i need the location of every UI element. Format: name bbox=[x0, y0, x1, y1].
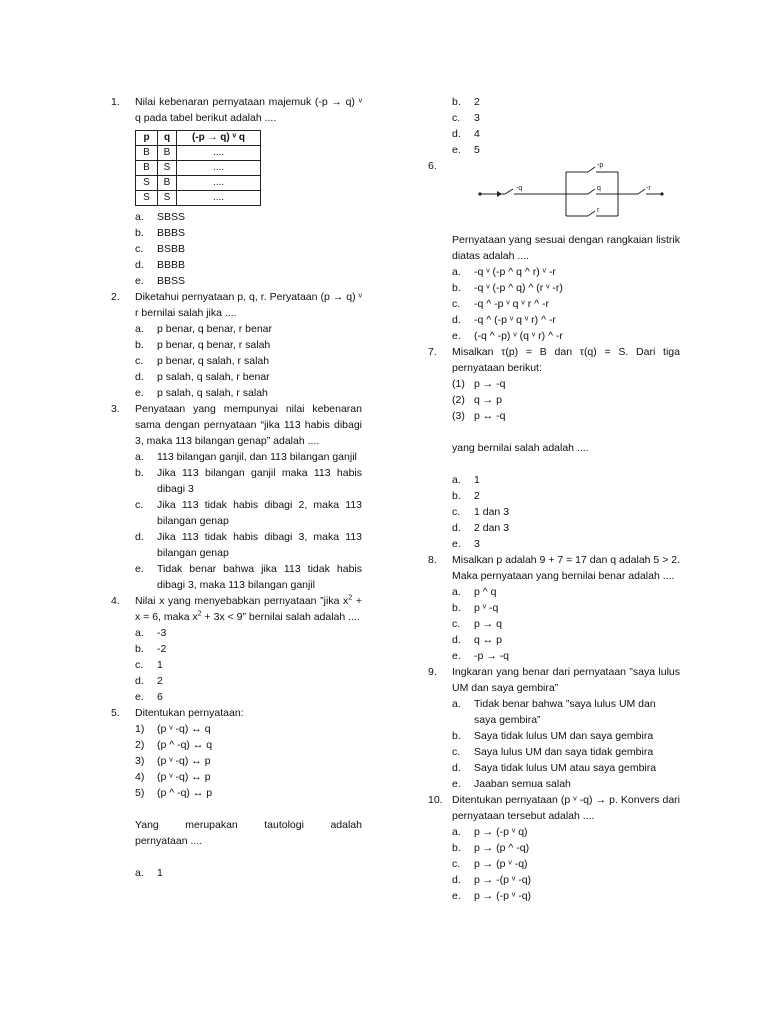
option-text: Tidak benar bahwa jika 113 tidak habis dibagi 3, maka 113 bilangan ganjil bbox=[157, 563, 362, 591]
statement-item bbox=[452, 408, 680, 424]
option-text: p ^ q bbox=[474, 586, 497, 598]
option-text: 1 dan 3 bbox=[474, 506, 510, 518]
option-letter: e. bbox=[452, 538, 461, 550]
question-text bbox=[135, 817, 362, 833]
answer-option bbox=[135, 865, 362, 881]
answer-option bbox=[135, 241, 362, 257]
item-number: 5) bbox=[135, 787, 145, 799]
option-text: (-q ^ -p) ᵛ (q ᵛ r) ^ -r bbox=[474, 330, 563, 342]
answer-option bbox=[135, 529, 362, 561]
question-7 bbox=[428, 344, 680, 552]
statement-item bbox=[135, 753, 362, 769]
answer-option bbox=[452, 296, 680, 312]
option-letter: e. bbox=[135, 387, 144, 399]
item-text: q → p bbox=[474, 394, 503, 406]
statement-item bbox=[135, 769, 362, 785]
circuit-label-mid: q bbox=[597, 185, 601, 192]
option-text: 1 bbox=[157, 867, 163, 879]
question-number: 2. bbox=[111, 291, 120, 303]
question-text: Misalkan τ(p) = B dan τ(q) = S. Dari tiga pernyataan berikut: bbox=[452, 346, 680, 374]
question-text-part: Nilai x yang menyebabkan pernyataan ”jika x bbox=[135, 595, 349, 607]
item-number: (1) bbox=[452, 378, 465, 390]
option-letter: d. bbox=[452, 762, 461, 774]
question-number: 8. bbox=[428, 554, 437, 566]
table-cell: S bbox=[136, 176, 158, 191]
statement-item bbox=[452, 392, 680, 408]
answer-option bbox=[135, 689, 362, 705]
word: Yang bbox=[135, 819, 159, 831]
option-letter: a. bbox=[452, 826, 461, 838]
word: merupakan bbox=[185, 819, 238, 831]
question-text: Misalkan p adalah 9 + 7 = 17 dan q adalah 5 > 2. Maka pernyataan yang bernilai benar adalah .... bbox=[452, 554, 680, 582]
answer-option bbox=[452, 94, 680, 110]
answer-option bbox=[135, 561, 362, 593]
option-letter: a. bbox=[135, 627, 144, 639]
table-cell: B bbox=[158, 146, 177, 161]
table-row bbox=[136, 146, 261, 161]
question-text-part: + x = 6, maka x bbox=[135, 595, 362, 623]
option-letter: c. bbox=[135, 243, 144, 255]
table-header: p bbox=[136, 131, 158, 146]
option-text: Jaaban semua salah bbox=[474, 778, 571, 790]
option-letter: b. bbox=[452, 730, 461, 742]
word: tautologi bbox=[264, 819, 304, 831]
option-text: p → -(p ᵛ -q) bbox=[474, 874, 532, 886]
option-text: 2 bbox=[474, 96, 480, 108]
circuit-label-in: -q bbox=[516, 185, 523, 192]
question-text: Ingkaran yang benar dari pernyataan ”saya lulus UM dan saya gembira” bbox=[452, 666, 680, 694]
option-text: 1 bbox=[474, 474, 480, 486]
answer-option bbox=[452, 312, 680, 328]
item-text: (p ᵛ -q) ↔ q bbox=[157, 723, 211, 735]
option-text: -3 bbox=[157, 627, 167, 639]
question-number: 4. bbox=[111, 595, 120, 607]
answer-option bbox=[135, 257, 362, 273]
option-text: BBBS bbox=[157, 227, 186, 239]
option-text: Jika 113 bilangan ganjil maka 113 habis dibagi 3 bbox=[157, 467, 362, 495]
answer-option bbox=[452, 744, 680, 760]
option-letter: b. bbox=[452, 490, 461, 502]
answer-option bbox=[135, 641, 362, 657]
question-text: pernyataan .... bbox=[135, 835, 203, 847]
option-text: Tidak benar bahwa ”saya lulus UM dan saya gembira” bbox=[474, 698, 656, 726]
answer-option bbox=[452, 616, 680, 632]
answer-option bbox=[135, 385, 362, 401]
statement-item bbox=[135, 737, 362, 753]
option-letter: a. bbox=[135, 451, 144, 463]
option-text: -q ^ (-p ᵛ q ᵛ r) ^ -r bbox=[474, 314, 556, 326]
option-text: BSBB bbox=[157, 243, 186, 255]
answer-option bbox=[452, 536, 680, 552]
option-text: p → (-p ᵛ -q) bbox=[474, 890, 532, 902]
option-letter: b. bbox=[452, 282, 461, 294]
option-text: p → (-p ᵛ q) bbox=[474, 826, 528, 838]
option-letter: b. bbox=[135, 467, 144, 479]
option-letter: d. bbox=[135, 371, 144, 383]
answer-option bbox=[452, 872, 680, 888]
question-1 bbox=[111, 94, 362, 289]
answer-option bbox=[135, 465, 362, 497]
option-text: BBBB bbox=[157, 259, 186, 271]
answer-option bbox=[135, 625, 362, 641]
answer-option bbox=[135, 321, 362, 337]
option-text: -q ᵛ (-p ^ q) ^ (r ᵛ -r) bbox=[474, 282, 563, 294]
truth-table bbox=[135, 130, 261, 206]
question-6 bbox=[428, 158, 680, 344]
option-text: p salah, q salah, r salah bbox=[157, 387, 268, 399]
item-number: (3) bbox=[452, 410, 465, 422]
statement-item bbox=[452, 376, 680, 392]
option-letter: e. bbox=[135, 691, 144, 703]
question-2 bbox=[111, 289, 362, 401]
option-letter: b. bbox=[135, 643, 144, 655]
answer-option bbox=[452, 696, 680, 728]
option-text: p → (p ᵛ -q) bbox=[474, 858, 528, 870]
statement-item bbox=[135, 721, 362, 737]
option-letter: d. bbox=[452, 128, 461, 140]
option-letter: c. bbox=[452, 112, 461, 124]
option-text: Jika 113 tidak habis dibagi 3, maka 113 bilangan genap bbox=[157, 531, 362, 559]
option-text: BBSS bbox=[157, 275, 186, 287]
table-cell: .... bbox=[177, 146, 261, 161]
item-number: 2) bbox=[135, 739, 145, 751]
answer-option bbox=[452, 856, 680, 872]
table-cell: B bbox=[136, 146, 158, 161]
table-cell: .... bbox=[177, 161, 261, 176]
option-letter: d. bbox=[452, 522, 461, 534]
answer-option bbox=[452, 126, 680, 142]
option-text: -p → -q bbox=[474, 650, 510, 662]
option-letter: c. bbox=[452, 618, 461, 630]
option-letter: b. bbox=[135, 339, 144, 351]
option-text: 5 bbox=[474, 144, 480, 156]
table-header: (-p → q) ᵛ q bbox=[177, 131, 261, 146]
option-letter: b. bbox=[452, 602, 461, 614]
question-text: yang bernilai salah adalah .... bbox=[452, 442, 589, 454]
option-letter: a. bbox=[135, 211, 144, 223]
question-text: Pernyataan yang sesuai dengan rangkaian listrik diatas adalah .... bbox=[452, 234, 680, 262]
option-text: Saya tidak lulus UM dan saya gembira bbox=[474, 730, 654, 742]
item-text: (p ᵛ -q) ↔ p bbox=[157, 755, 211, 767]
item-number: 4) bbox=[135, 771, 145, 783]
option-text: Saya tidak lulus UM atau saya gembira bbox=[474, 762, 657, 774]
option-letter: c. bbox=[452, 746, 461, 758]
option-letter: d. bbox=[135, 675, 144, 687]
question-text: Ditentukan pernyataan (p ᵛ -q) → p. Konvers dari pernyataan tersebut adalah .... bbox=[452, 794, 680, 822]
answer-option bbox=[452, 840, 680, 856]
question-9 bbox=[428, 664, 680, 792]
table-cell: .... bbox=[177, 176, 261, 191]
table-cell: S bbox=[158, 161, 177, 176]
left-column bbox=[111, 94, 362, 881]
question-text bbox=[135, 593, 362, 625]
option-letter: d. bbox=[452, 314, 461, 326]
option-letter: e. bbox=[452, 890, 461, 902]
question-number: 1. bbox=[111, 96, 120, 108]
table-cell: B bbox=[136, 161, 158, 176]
option-letter: d. bbox=[452, 634, 461, 646]
option-text: p → (p ^ -q) bbox=[474, 842, 530, 854]
answer-option bbox=[452, 472, 680, 488]
option-text: -q ^ -p ᵛ q ᵛ r ^ -r bbox=[474, 298, 549, 310]
item-number: 3) bbox=[135, 755, 145, 767]
question-4 bbox=[111, 593, 362, 705]
item-text: p ↔ -q bbox=[474, 410, 506, 422]
word: adalah bbox=[330, 819, 362, 831]
option-text: p benar, q salah, r salah bbox=[157, 355, 270, 367]
option-text: 2 bbox=[474, 490, 480, 502]
answer-option bbox=[452, 264, 680, 280]
answer-option bbox=[452, 520, 680, 536]
option-text: SBSS bbox=[157, 211, 186, 223]
answer-option bbox=[135, 369, 362, 385]
answer-option bbox=[135, 449, 362, 465]
table-cell: .... bbox=[177, 191, 261, 206]
item-text: p → -q bbox=[474, 378, 506, 390]
answer-option bbox=[452, 110, 680, 126]
answer-option bbox=[452, 280, 680, 296]
table-cell: S bbox=[136, 191, 158, 206]
question-text: Nilai kebenaran pernyataan majemuk (-p → q) ᵛ q pada tabel berikut adalah .... bbox=[135, 96, 362, 124]
question-text: Penyataan yang mempunyai nilai kebenaran sama dengan pernyataan “jika 113 habis dibagi 3, maka 113 bilangan genap” adalah .... bbox=[135, 403, 362, 447]
option-letter: e. bbox=[452, 144, 461, 156]
option-letter: b. bbox=[135, 227, 144, 239]
option-letter: c. bbox=[135, 499, 144, 511]
option-text: -q ᵛ (-p ^ q ^ r) ᵛ -r bbox=[474, 266, 556, 278]
answer-option bbox=[452, 648, 680, 664]
table-row bbox=[136, 161, 261, 176]
option-letter: a. bbox=[452, 474, 461, 486]
exponent: 2 bbox=[197, 610, 202, 618]
question-10 bbox=[428, 792, 680, 904]
question-number: 9. bbox=[428, 666, 437, 678]
item-text: (p ^ -q) ↔ q bbox=[157, 739, 213, 751]
question-5 bbox=[111, 705, 362, 801]
answer-option bbox=[452, 142, 680, 158]
option-letter: a. bbox=[452, 586, 461, 598]
option-text: Jika 113 tidak habis dibagi 2, maka 113 bilangan genap bbox=[157, 499, 362, 527]
option-text: p benar, q benar, r salah bbox=[157, 339, 271, 351]
table-header: q bbox=[158, 131, 177, 146]
answer-option bbox=[135, 353, 362, 369]
option-letter: e. bbox=[135, 563, 144, 575]
option-text: 3 bbox=[474, 112, 480, 124]
option-letter: d. bbox=[452, 874, 461, 886]
option-letter: e. bbox=[452, 330, 461, 342]
option-text: p → q bbox=[474, 618, 503, 630]
question-8 bbox=[428, 552, 680, 664]
option-letter: a. bbox=[452, 698, 461, 710]
right-column bbox=[428, 94, 680, 904]
option-text: 1 bbox=[157, 659, 163, 671]
option-letter: e. bbox=[135, 275, 144, 287]
circuit-label-bot: r bbox=[597, 207, 600, 214]
answer-option bbox=[135, 337, 362, 353]
answer-option bbox=[452, 328, 680, 344]
question-text: Diketahui pernyataan p, q, r. Peryataan (p → q) ᵛ r bernilai salah jika .... bbox=[135, 291, 362, 319]
exponent: 2 bbox=[348, 594, 353, 602]
option-text: Saya lulus UM dan saya tidak gembira bbox=[474, 746, 654, 758]
answer-option bbox=[452, 776, 680, 792]
item-text: (p ^ -q) ↔ p bbox=[157, 787, 213, 799]
item-number: 1) bbox=[135, 723, 145, 735]
option-text: 4 bbox=[474, 128, 480, 140]
question-3 bbox=[111, 401, 362, 593]
option-letter: e. bbox=[452, 650, 461, 662]
answer-option bbox=[452, 824, 680, 840]
option-text: 2 dan 3 bbox=[474, 522, 510, 534]
answer-option bbox=[452, 760, 680, 776]
item-number: (2) bbox=[452, 394, 465, 406]
circuit-diagram bbox=[466, 160, 676, 226]
option-letter: c. bbox=[452, 858, 461, 870]
option-text: 6 bbox=[157, 691, 163, 703]
option-text: q ↔ p bbox=[474, 634, 503, 646]
question-5-continuation bbox=[135, 801, 362, 881]
answer-option bbox=[135, 673, 362, 689]
answer-option bbox=[452, 488, 680, 504]
answer-option bbox=[452, 584, 680, 600]
question-number: 3. bbox=[111, 403, 120, 415]
option-letter: c. bbox=[135, 355, 144, 367]
answer-option bbox=[452, 632, 680, 648]
question-number: 10. bbox=[428, 794, 443, 806]
option-letter: b. bbox=[452, 842, 461, 854]
option-letter: a. bbox=[452, 266, 461, 278]
answer-option bbox=[135, 209, 362, 225]
option-text: 2 bbox=[157, 675, 163, 687]
answer-option bbox=[135, 497, 362, 529]
circuit-label-out: -r bbox=[646, 185, 651, 192]
answer-option bbox=[452, 504, 680, 520]
table-cell: S bbox=[158, 191, 177, 206]
option-text: p benar, q benar, r benar bbox=[157, 323, 273, 335]
item-text: (p ᵛ -q) ↔ p bbox=[157, 771, 211, 783]
option-letter: c. bbox=[135, 659, 144, 671]
option-letter: e. bbox=[452, 778, 461, 790]
option-text: p salah, q salah, r benar bbox=[157, 371, 270, 383]
option-letter: c. bbox=[452, 298, 461, 310]
question-text-part: + 3x < 9” bernilai salah adalah .... bbox=[201, 611, 360, 623]
option-letter: a. bbox=[135, 867, 144, 879]
option-text: 113 bilangan ganjil, dan 113 bilangan ganjil bbox=[157, 451, 357, 463]
answer-option bbox=[135, 273, 362, 289]
answer-option bbox=[452, 600, 680, 616]
table-header-row bbox=[136, 131, 261, 146]
answer-option bbox=[135, 657, 362, 673]
question-number: 5. bbox=[111, 707, 120, 719]
circuit-label-top: -p bbox=[597, 162, 604, 169]
question-number: 6. bbox=[428, 160, 437, 172]
option-letter: c. bbox=[452, 506, 461, 518]
statement-item bbox=[135, 785, 362, 801]
question-text: Ditentukan pernyataan: bbox=[135, 707, 244, 719]
table-row bbox=[136, 176, 261, 191]
table-row bbox=[136, 191, 261, 206]
option-text: 3 bbox=[474, 538, 480, 550]
answer-option bbox=[135, 225, 362, 241]
option-letter: d. bbox=[135, 259, 144, 271]
table-cell: B bbox=[158, 176, 177, 191]
answer-option bbox=[452, 728, 680, 744]
answer-option bbox=[452, 888, 680, 904]
question-number: 7. bbox=[428, 346, 437, 358]
option-letter: a. bbox=[135, 323, 144, 335]
question-5-options-continued bbox=[452, 94, 680, 158]
option-letter: d. bbox=[135, 531, 144, 543]
option-text: p ᵛ -q bbox=[474, 602, 499, 614]
option-letter: b. bbox=[452, 96, 461, 108]
option-text: -2 bbox=[157, 643, 167, 655]
